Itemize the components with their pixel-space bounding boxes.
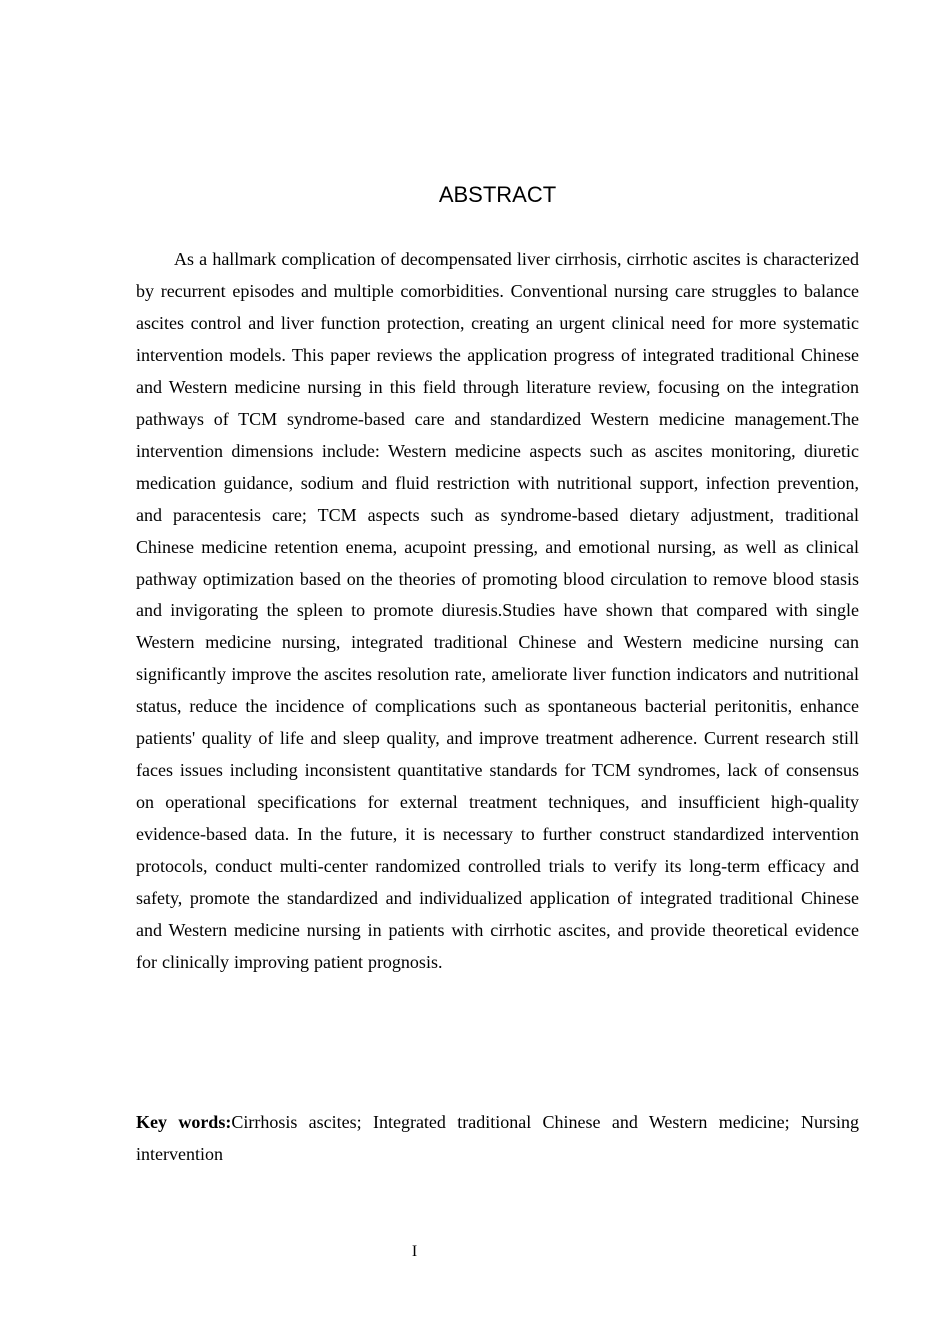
abstract-body: As a hallmark complication of decompensated liver cirrhosis, cirrhotic ascites is characterized by recurrent episodes and multiple comorbidities. Conventional nursing care struggles to balance ascites control and liver function protection, creating an urgent clinical need for more systematic intervention models. This paper reviews the application progress of integrated traditional Chinese and Western medicine nursing in this field through literature review, focusing on the integration pathways of TCM syndrome-based care and standardized Western medicine management.The intervention dimensions include: Western medicine aspects such as ascites monitoring, diuretic medication guidance, sodium and fluid restriction with nutritional support, infection prevention, and paracentesis care; TCM aspects such as syndrome-based dietary adjustment, traditional Chinese medicine retention enema, acupoint pressing, and emotional nursing, as well as clinical pathway optimization based on the theories of promoting blood circulation to remove blood stasis and invigorating the spleen to promote diuresis.Studies have shown that compared with single Western medicine nursing, integrated traditional Chinese and Western medicine nursing can significantly improve the ascites resolution rate, ameliorate liver function indicators and nutritional status, reduce the incidence of complications such as spontaneous bacterial peritonitis, enhance patients' quality of life and sleep quality, and improve treatment adherence. Current research still faces issues including inconsistent quantitative standards for TCM syndromes, lack of consensus on operational specifications for external treatment techniques, and insufficient high-quality evidence-based data. In the future, it is necessary to further construct standardized intervention protocols, conduct multi-center randomized controlled trials to verify its long-term efficacy and safety, promote the standardized and individualized application of integrated traditional Chinese and Western medicine nursing in patients with cirrhotic ascites, and provide theoretical evidence for clinically improving patient prognosis. (136, 249, 859, 972)
abstract-title: ABSTRACT (438, 182, 557, 207)
keywords-paragraph (136, 1106, 859, 1170)
keywords-label: Key words: (136, 1112, 232, 1132)
keywords-text: Cirrhosis ascites; Integrated traditional Chinese and Western medicine; Nursing intervention (136, 1112, 859, 1164)
page-number: I (411, 1243, 418, 1260)
